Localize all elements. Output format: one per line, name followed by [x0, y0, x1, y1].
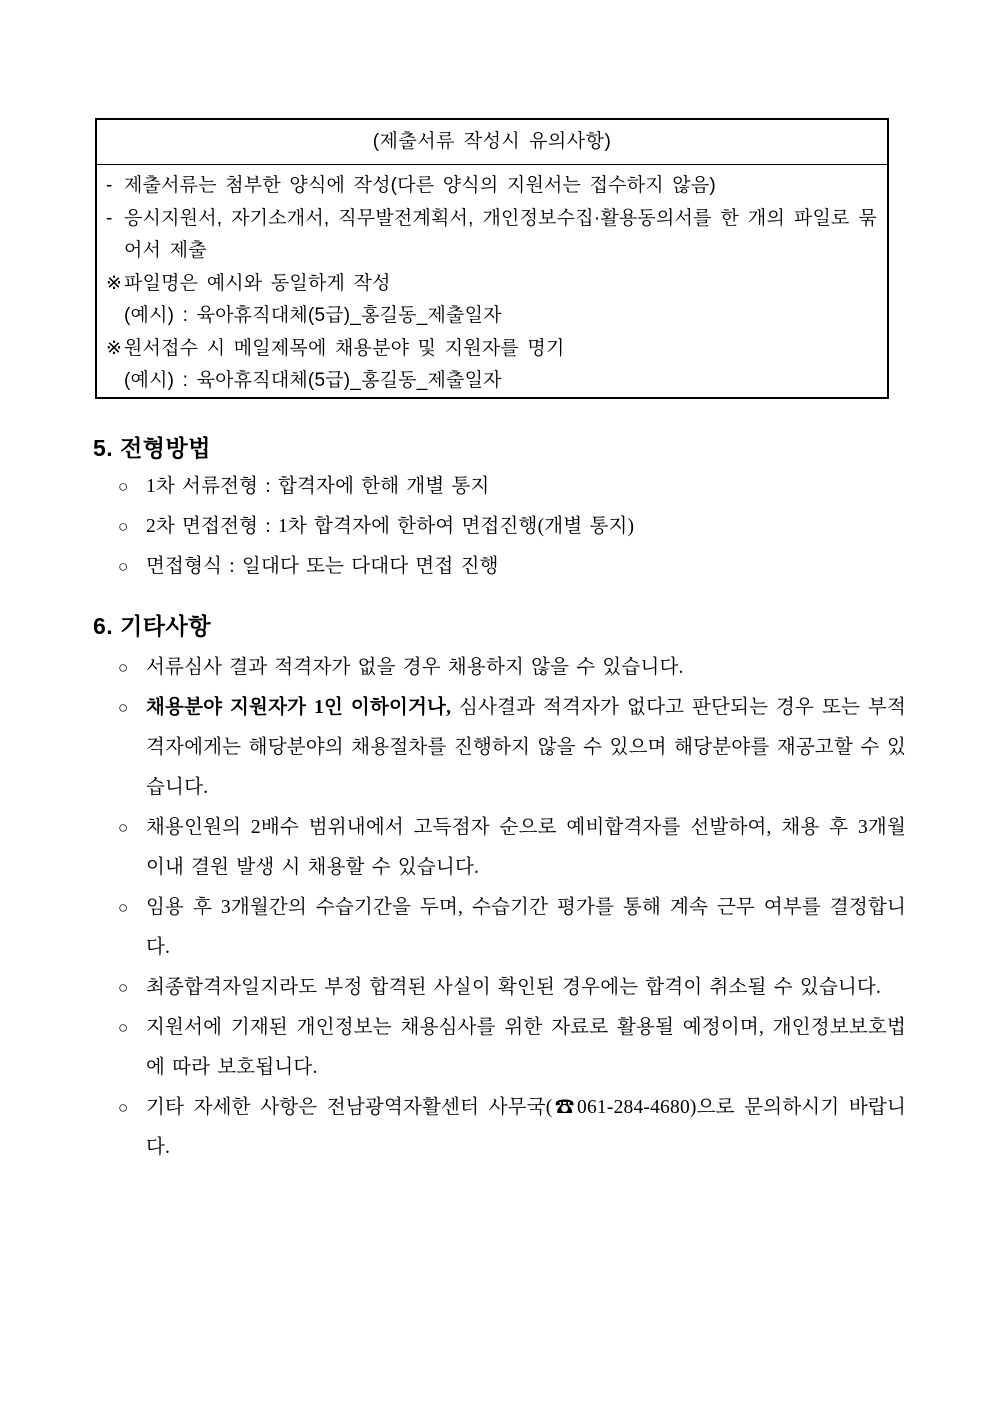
section6-list — [118, 648, 906, 1168]
line-text: (예시) : 육아휴직대체(5급)_홍길동_제출일자 — [124, 305, 502, 326]
item-text-bold: 채용분야 지원자가 1인 이하이거나, — [146, 697, 452, 718]
item-text-rest: 임용 후 3개월간의 수습기간을 두며, 수습기간 평가를 통해 계속 근무 여부를 결정합니다. — [146, 897, 906, 958]
item-text-rest: 지원서에 기재된 개인정보는 채용심사를 위한 자료로 활용될 예정이며, 개인정보보호법에 따라 보호됩니다. — [146, 1017, 906, 1078]
section6-heading: 6. 기타사항 — [93, 613, 211, 639]
list-item — [118, 808, 906, 888]
line-text: 응시지원서, 자기소개서, 직무발전계획서, 개인정보수집·활용동의서를 한 개의 파일로 묶어서 제출 — [124, 207, 877, 261]
item-text — [146, 688, 906, 808]
notice-line — [106, 170, 877, 203]
circle-bullet: ○ — [118, 658, 129, 677]
line-text: 제출서류는 첨부한 양식에 작성(다른 양식의 지원서는 접수하지 않음) — [124, 175, 716, 196]
line-marker: - — [106, 207, 113, 229]
list-item — [118, 467, 906, 507]
item-text — [146, 888, 906, 968]
circle-bullet: ○ — [118, 517, 129, 536]
circle-bullet: ○ — [118, 818, 129, 837]
item-text-rest: 기타 자세한 사항은 전남광역자활센터 사무국(☎061-284-4680)으로 문의하시기 바랍니다. — [146, 1097, 906, 1158]
item-text — [146, 968, 906, 1008]
line-text: 원서접수 시 메일제목에 채용분야 및 지원자를 명기 — [124, 337, 565, 359]
list-item — [118, 688, 906, 808]
item-text: 1차 서류전형 : 합격자에 한해 개별 통지 — [146, 476, 490, 497]
notice-line — [106, 365, 877, 398]
circle-bullet: ○ — [118, 1098, 129, 1117]
line-text: 파일명은 예시와 동일하게 작성 — [124, 272, 391, 294]
line-marker — [106, 365, 124, 398]
item-text-rest: 심사결과 적격자가 없다고 판단되는 경우 또는 부적격자에게는 해당분야의 채용절차를 진행하지 않을 수 있으며 해당분야를 재공고할 수 있습니다. — [146, 697, 906, 798]
notice-box-body — [97, 165, 887, 398]
item-text-rest: 최종합격자일지라도 부정 합격된 사실이 확인된 경우에는 합격이 취소될 수 있습니다. — [146, 977, 882, 998]
item-text — [146, 648, 906, 688]
notice-line — [106, 333, 877, 366]
circle-bullet: ○ — [118, 898, 129, 917]
line-marker: ※ — [106, 272, 122, 294]
line-marker — [106, 300, 124, 333]
notice-box — [95, 118, 889, 399]
list-item — [118, 1088, 906, 1168]
line-text: (예시) : 육아휴직대체(5급)_홍길동_제출일자 — [124, 370, 502, 391]
list-item — [118, 1008, 906, 1088]
notice-line — [106, 300, 877, 333]
item-text: 2차 면접전형 : 1차 합격자에 한하여 면접진행(개별 통지) — [146, 516, 635, 537]
item-text-rest: 서류심사 결과 적격자가 없을 경우 채용하지 않을 수 있습니다. — [146, 657, 684, 678]
circle-bullet: ○ — [118, 557, 129, 576]
item-text — [146, 1008, 906, 1088]
item-text — [146, 1088, 906, 1168]
item-text — [146, 808, 906, 888]
notice-line — [106, 203, 877, 268]
circle-bullet: ○ — [118, 477, 129, 496]
list-item — [118, 547, 906, 587]
list-item — [118, 888, 906, 968]
notice-box-title: (제출서류 작성시 유의사항) — [97, 120, 887, 165]
circle-bullet: ○ — [118, 698, 129, 717]
list-item — [118, 507, 906, 547]
item-text: 면접형식 : 일대다 또는 다대다 면접 진행 — [146, 556, 499, 577]
section5-list — [118, 467, 906, 587]
circle-bullet: ○ — [118, 978, 129, 997]
list-item — [118, 648, 906, 688]
section5-heading: 5. 전형방법 — [93, 435, 211, 461]
item-text-rest: 채용인원의 2배수 범위내에서 고득점자 순으로 예비합격자를 선발하여, 채용 후 3개월 이내 결원 발생 시 채용할 수 있습니다. — [146, 817, 906, 878]
line-marker: ※ — [106, 337, 122, 359]
circle-bullet: ○ — [118, 1018, 129, 1037]
list-item — [118, 968, 906, 1008]
notice-line — [106, 268, 877, 301]
line-marker: - — [106, 175, 113, 196]
